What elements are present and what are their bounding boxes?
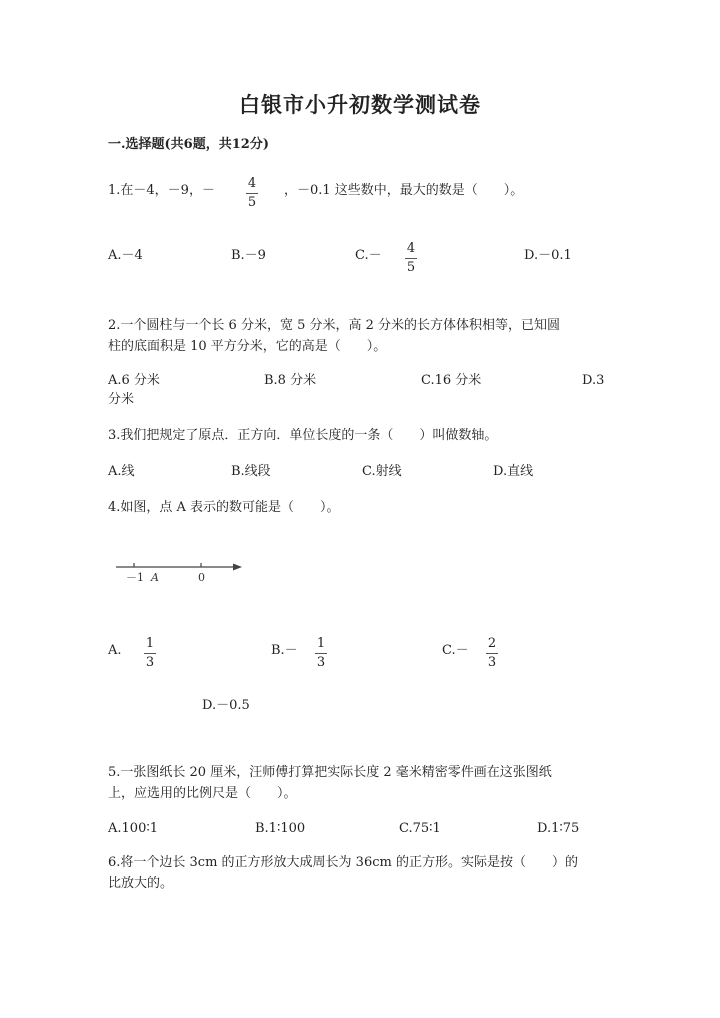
q4-option-c-denominator: 3 (487, 655, 497, 670)
q5-option-c[interactable]: C.75∶1 (399, 821, 441, 836)
q2-stem-line-2: 柱的底面积是 10 平方分米，它的高是（ ）。 (108, 339, 387, 354)
q3-option-b[interactable]: B.线段 (231, 464, 271, 479)
q4-option-d[interactable]: D.－0.5 (202, 698, 250, 713)
q4-option-a-fraction (144, 637, 156, 670)
q1-fraction (246, 177, 258, 210)
q4-option-c-fraction (486, 637, 498, 670)
q1-option-c-denominator: 5 (406, 260, 416, 275)
fraction-bar (405, 258, 417, 259)
fraction-bar (246, 193, 258, 194)
q3-stem: 3.我们把规定了原点．正方向．单位长度的一条（ ）叫做数轴。 (108, 428, 498, 443)
q4-option-b[interactable]: B.－ (271, 643, 298, 658)
label-point-a: A (151, 571, 159, 584)
q1-option-c-numerator: 4 (406, 241, 416, 256)
q3-option-c[interactable]: C.射线 (362, 464, 402, 479)
q4-stem: 4.如图，点 A 表示的数可能是（ ）。 (108, 500, 340, 515)
q4-option-c-numerator: 2 (487, 636, 497, 651)
q3-option-a[interactable]: A.线 (108, 464, 135, 479)
q3-option-d[interactable]: D.直线 (493, 464, 534, 479)
q4-option-b-fraction (315, 637, 327, 670)
q1-stem-start: 1.在－4，－9，－ (108, 183, 215, 198)
q2-option-d-continued: 分米 (108, 392, 135, 407)
label-zero: 0 (198, 571, 205, 584)
fraction-bar (315, 653, 327, 654)
q1-option-c-fraction (405, 242, 417, 275)
q4-option-b-numerator: 1 (316, 636, 326, 651)
q6-stem-line-1: 6.将一个边长 3cm 的正方形放大成周长为 36cm 的正方形。实际是按（ ）的 (108, 855, 578, 870)
label-minus-one: －1 (126, 571, 144, 584)
q5-option-a[interactable]: A.100∶1 (108, 821, 158, 836)
q2-option-c[interactable]: C.16 分米 (421, 373, 482, 388)
fraction-bar (144, 653, 156, 654)
q6-stem-line-2: 比放大的。 (108, 876, 174, 891)
q5-option-d[interactable]: D.1∶75 (537, 821, 580, 836)
q1-option-b[interactable]: B.－9 (231, 248, 266, 263)
number-line-svg (112, 555, 247, 587)
q1-fraction-numerator: 4 (247, 176, 257, 191)
q4-option-c[interactable]: C.－ (442, 643, 469, 658)
q1-stem-end: ，－0.1 这些数中，最大的数是（ ）。 (284, 183, 524, 198)
number-line-arrow (233, 564, 242, 571)
fraction-bar (486, 653, 498, 654)
q2-option-a[interactable]: A.6 分米 (108, 373, 160, 388)
q5-stem-line-2: 上，应选用的比例尺是（ ）。 (108, 786, 297, 801)
section-heading: 一.选择题(共6题，共12分) (108, 137, 269, 152)
q1-option-a[interactable]: A.－4 (108, 248, 143, 263)
q1-fraction-denominator: 5 (247, 195, 257, 210)
q4-option-a-denominator: 3 (145, 655, 155, 670)
q2-option-d[interactable]: D.3 (582, 373, 605, 388)
q4-option-a[interactable]: A. (108, 643, 122, 658)
number-line-figure (112, 555, 247, 591)
q4-option-b-denominator: 3 (316, 655, 326, 670)
q1-option-d[interactable]: D.－0.1 (524, 248, 572, 263)
q2-stem-line-1: 2.一个圆柱与一个长 6 分米，宽 5 分米，高 2 分米的长方体体积相等，已知圆 (108, 318, 561, 333)
q4-option-a-numerator: 1 (145, 636, 155, 651)
q5-stem-line-1: 5.一张图纸长 20 厘米，汪师傅打算把实际长度 2 毫米精密零件画在这张图纸 (108, 765, 552, 780)
page-title: 白银市小升初数学测试卷 (239, 92, 481, 117)
q2-option-b[interactable]: B.8 分米 (264, 373, 317, 388)
q5-option-b[interactable]: B.1∶100 (255, 821, 306, 836)
q1-option-c[interactable]: C.－ (355, 248, 382, 263)
